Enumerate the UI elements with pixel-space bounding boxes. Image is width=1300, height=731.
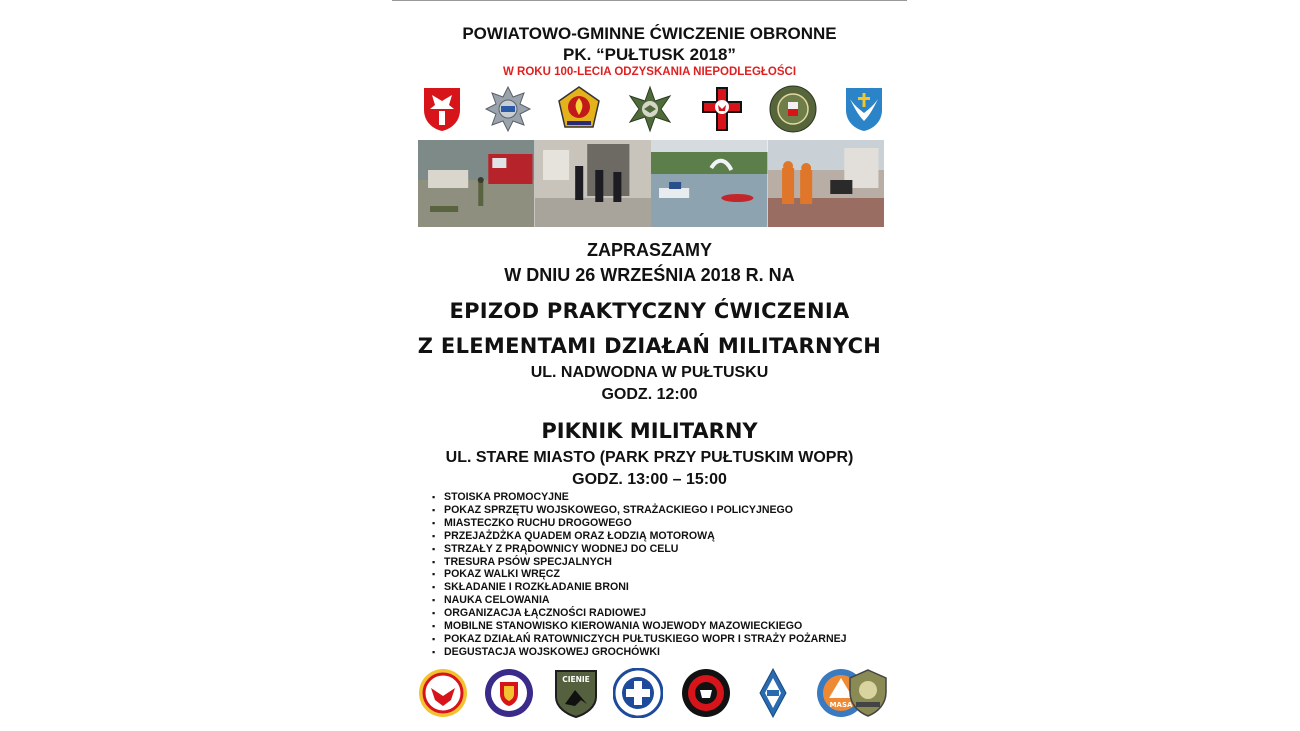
top-divider [392, 0, 907, 1]
invite-line1: ZAPRASZAMY [587, 240, 712, 260]
poster [392, 0, 907, 731]
list-item: ▪ POKAZ WALKI WRĘCZ [432, 568, 847, 581]
medical-rescue-icon [613, 668, 663, 718]
masa-badge-label: MASA [829, 701, 853, 709]
chemical-response-photo [768, 140, 885, 227]
list-item: ▪ STOISKA PROMOCYJNE [432, 491, 847, 504]
radio-amateur-icon [748, 668, 798, 718]
military-commission-seal-icon [769, 85, 817, 133]
episode-title-line2: Z ELEMENTAMI DZIAŁAŃ MILITARNYCH [417, 334, 882, 358]
list-item: ▪ POKAZ SPRZĘTU WOJSKOWEGO, STRAŻACKIEGO I POLICYJNEGO [432, 504, 847, 517]
list-item: ▪ DEGUSTACJA WOJSKOWEJ GROCHÓWKI [432, 646, 847, 659]
poster-title-line2: PK. “PUŁTUSK 2018” [563, 45, 736, 64]
picnic-title: PIKNIK MILITARNY [541, 419, 758, 443]
fire-brigade-badge-icon [555, 85, 603, 133]
list-item: ▪ STRZAŁY Z PRĄDOWNICY WODNEJ DO CELU [432, 543, 847, 556]
list-item: ▪ ORGANIZACJA ŁĄCZNOŚCI RADIOWEJ [432, 607, 847, 620]
poster-subtitle: W ROKU 100-LECIA ODZYSKANIA NIEPODLEGŁOŚCI [502, 66, 797, 78]
combat-club-icon [681, 668, 731, 718]
attraction-list [432, 491, 847, 659]
cienie-unit-badge-icon [551, 668, 601, 718]
list-item: ▪ MIASTECZKO RUCHU DROGOWEGO [432, 517, 847, 530]
emblem-row [418, 85, 884, 135]
academy-shield-icon [484, 668, 534, 718]
city-coat-of-arms-icon [840, 85, 888, 133]
poster-title-line1: POWIATOWO-GMINNE ĆWICZENIE OBRONNE [462, 24, 837, 43]
county-coat-of-arms-icon [418, 85, 466, 133]
picnic-time: GODZ. 13:00 – 15:00 [572, 471, 727, 488]
list-item: ▪ MOBILNE STANOWISKO KIEROWANIA WOJEWODY MAZOWIECKIEGO [432, 620, 847, 633]
list-item: ▪ TRESURA PSÓW SPECJALNYCH [432, 556, 847, 569]
episode-time: GODZ. 12:00 [601, 386, 698, 403]
photo-strip [418, 140, 884, 227]
picnic-location: UL. STARE MIASTO (PARK PRZY PUŁTUSKIM WOPR) [445, 449, 854, 466]
invite-line2: W DNIU 26 WRZEŚNIA 2018 R. NA [504, 265, 795, 285]
sponsor-logo-row [418, 668, 884, 718]
list-item: ▪ NAUKA CELOWANIA [432, 594, 847, 607]
shooting-club-eagle-icon [418, 668, 468, 718]
rescue-exercise-photo [418, 140, 535, 227]
guard-badge-icon [843, 668, 893, 718]
episode-title-line1: EPIZOD PRAKTYCZNY ĆWICZENIA [449, 299, 850, 323]
list-item: ▪ PRZEJAŻDŻKA QUADEM ORAZ ŁODZIĄ MOTOROWĄ [432, 530, 847, 543]
episode-location: UL. NADWODNA W PUŁTUSKU [530, 364, 769, 381]
river-rescue-photo [651, 140, 768, 227]
police-star-icon [484, 85, 532, 133]
list-item: ▪ SKŁADANIE I ROZKŁADANIE BRONI [432, 581, 847, 594]
list-item: ▪ POKAZ DZIAŁAŃ RATOWNICZYCH PUŁTUSKIEGO WOPR I STRAŻY POŻARNEJ [432, 633, 847, 646]
military-eagle-cross-icon [626, 85, 674, 133]
cienie-badge-label: CIENIE [562, 675, 590, 684]
building-entry-photo [535, 140, 652, 227]
fire-service-cross-icon [698, 85, 746, 133]
